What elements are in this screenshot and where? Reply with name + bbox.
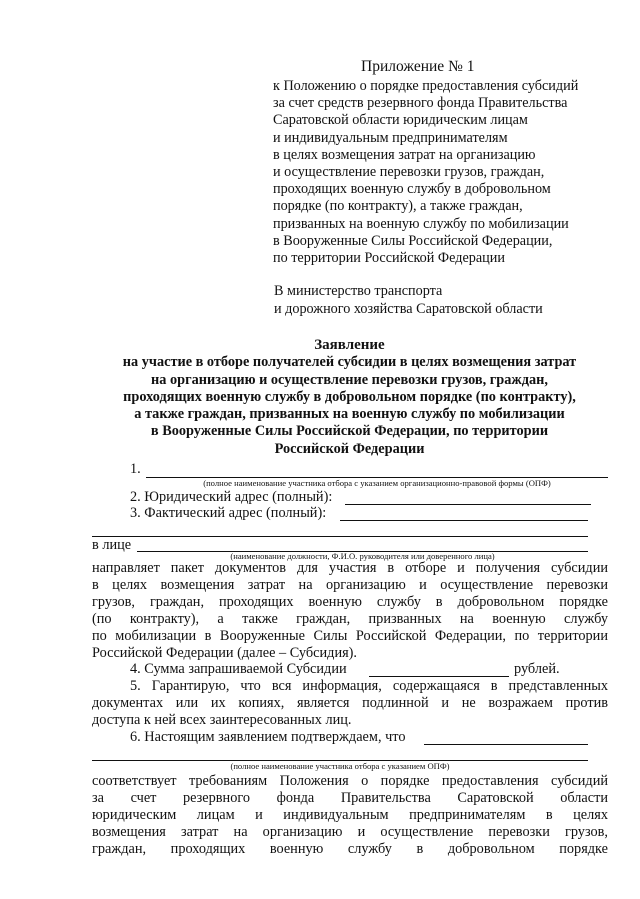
appendix-line: проходящих военную службу в добровольном [273,181,551,198]
item2-label: 2. Юридический адрес (полный): [130,489,333,505]
appendix-line: порядке (по контракту), а также граждан, [273,198,523,215]
body1-line: грузов, граждан, проходящих военную службу в добровольном порядке [92,594,608,610]
appendix-line: Саратовской области юридическим лицам [273,112,528,129]
item4-label: 4. Сумма запрашиваемой Субсидии [130,661,347,677]
appendix-line: по территории Российской Федерации [273,250,505,267]
appendix-line: и осуществление перевозки грузов, граждан, [273,164,545,181]
body2-line: граждан, проходящих военную службу в добровольном порядке [92,841,608,857]
item3-fill-line[interactable] [340,520,588,521]
item5-line: доступа к ней всех заинтересованных лиц. [92,712,352,728]
addressee-line: и дорожного хозяйства Саратовской области [274,300,543,317]
body2-line: юридическим лицам и индивидуальным предпринимателям в целях [92,807,608,823]
item4-unit: рублей. [514,661,560,677]
item1-label: 1. [130,461,141,477]
appendix-line: за счет средств резервного фонда Правительства [273,95,568,112]
item2-fill-line[interactable] [345,504,591,505]
item5-line: 5. Гарантирую, что вся информация, содержащаяся в представленных [130,678,608,694]
body1-line: в целях возмещения затрат на организацию и осуществление перевозки [92,577,608,593]
person-hint: (наименование должности, Ф.И.О. руководителя или доверенного лица) [230,551,495,561]
item1-hint: (полное наименование участника отбора с указанием организационно-правовой формы (ОПФ) [203,478,551,488]
body2-line: соответствует требованиям Положения о порядке предоставления субсидий [92,773,608,789]
heading-title: Заявление [314,337,385,353]
item6-label: 6. Настоящим заявлением подтверждаем, что [130,729,406,745]
body1-line: (по контракту), а также граждан, призванных на военную службу [92,611,608,627]
body1-line: Российской Федерации (далее – Субсидия). [92,645,358,661]
heading-line: на участие в отборе получателей субсидии в целях возмещения затрат [122,354,577,371]
addressee-line: В министерство транспорта [274,283,443,299]
body1-line: направляет пакет документов для участия в отборе и получения субсидии [92,560,608,576]
body2-line: за счет резервного фонда Правительства Саратовской области [92,790,608,806]
appendix-text [273,78,608,267]
address-extra-line[interactable] [92,536,588,537]
body1-line: по мобилизации в Вооруженные Силы Российской Федерации, по территории [92,628,608,644]
item5-line: документах или их копиях, является подлинной и не возражаем против [92,695,608,711]
person-label: в лице [92,537,132,553]
appendix-line: призванных на военную службу по мобилизации [273,215,569,232]
appendix-line: к Положению о порядке предоставления субсидий [273,78,579,94]
body2-line: возмещения затрат на организацию и осуществление перевозки грузов, [92,824,608,840]
item6-hint: (полное наименование участника отбора с указанием ОПФ) [230,761,450,771]
item6-fill-line[interactable] [424,744,588,745]
item3-label: 3. Фактический адрес (полный): [130,505,327,521]
heading-line: на организацию и осуществление перевозки грузов, граждан, [151,371,548,388]
heading-line: проходящих военную службу в добровольном порядке (по контракту), [123,388,576,405]
heading-line: а также граждан, призванных на военную службу по мобилизации [134,406,565,423]
appendix-line: в целях возмещения затрат на организацию [273,146,536,163]
application-heading [92,337,607,458]
heading-line: Российской Федерации [274,440,425,457]
appendix-title: Приложение № 1 [361,58,475,75]
subsidy-amount-line[interactable] [369,676,509,677]
addressee [274,283,543,318]
appendix-line: в Вооруженные Силы Российской Федерации, [273,232,553,249]
appendix-line: и индивидуальным предпринимателям [273,129,508,146]
heading-line: в Вооруженные Силы Российской Федерации, по территории [150,423,549,440]
